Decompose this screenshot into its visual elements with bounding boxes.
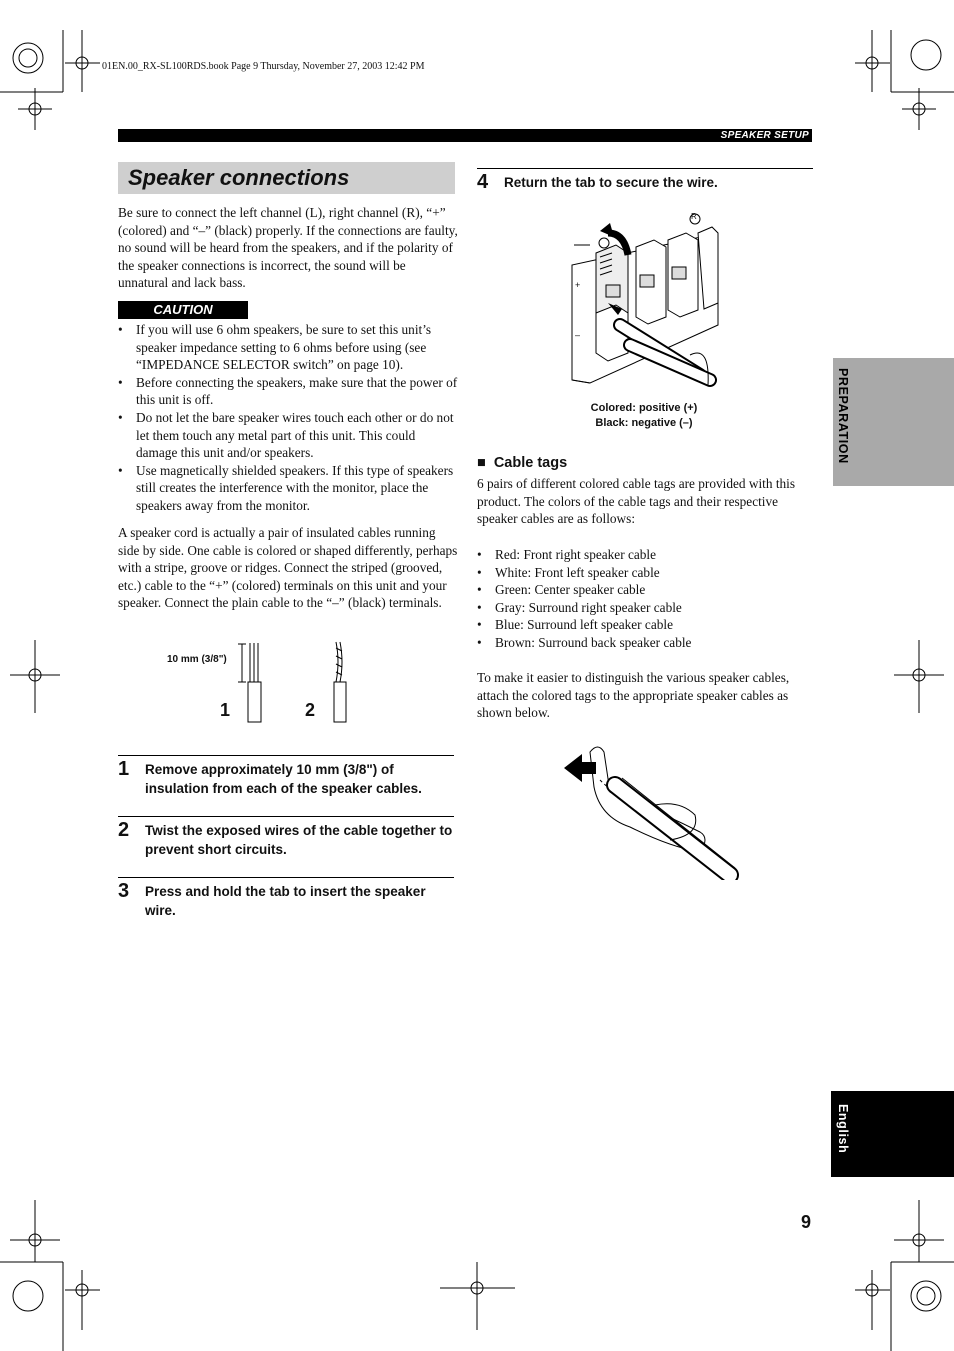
cable-tags-heading bbox=[477, 455, 567, 471]
cable-tag-item: • Blue: Surround left speaker cable bbox=[477, 616, 817, 634]
caution-item: • Do not let the bare speaker wires touch each other or do not let them touch any metal part of this unit. This could damage this unit and/or speakers. bbox=[118, 409, 458, 462]
step-divider bbox=[118, 816, 454, 817]
section-header: SPEAKER SETUP bbox=[720, 130, 809, 141]
square-bullet-icon: ■ bbox=[477, 455, 486, 471]
page-number: 9 bbox=[801, 1212, 812, 1232]
step-text: Return the tab to secure the wire. bbox=[504, 175, 718, 190]
step-number: 3 bbox=[118, 880, 130, 902]
caption-positive: Colored: positive (+) bbox=[590, 402, 698, 414]
wire-label-1: 1 bbox=[220, 700, 231, 720]
cable-tag-illustration bbox=[560, 740, 740, 880]
step-text: Press and hold the tab to insert the speaker wire. bbox=[145, 884, 426, 918]
wire-label-2: 2 bbox=[305, 700, 316, 720]
measure-label: 10 mm (3/8") bbox=[167, 654, 227, 665]
speaker-terminal-illustration bbox=[560, 205, 730, 395]
step-divider bbox=[118, 877, 454, 878]
caution-item: • If you will use 6 ohm speakers, be sure to set this unit’s speaker impedance setting to 6 ohms before using (see “IMPEDANCE SELECTOR switch” on page 10). bbox=[118, 321, 458, 374]
terminal-caption bbox=[560, 401, 728, 430]
file-info: 01EN.00_RX-SL100RDS.book Page 9 Thursday, November 27, 2003 12:42 PM bbox=[102, 61, 425, 72]
step-text: Twist the exposed wires of the cable together to prevent short circuits. bbox=[145, 823, 453, 857]
intro-paragraph: Be sure to connect the left channel (L), right channel (R), “+” (colored) and “–” (black) properly. If the connections are faulty, no sound will be heard from the speakers, and if the polarity of the speaker connections is incorrect, the sound will be unnatural and lack bass. bbox=[118, 205, 458, 291]
terminal-label-plus: + bbox=[575, 280, 581, 290]
caution-label: CAUTION bbox=[118, 301, 248, 319]
caption-negative: Black: negative (–) bbox=[595, 416, 693, 429]
cable-tag-item: • White: Front left speaker cable bbox=[477, 564, 817, 582]
cable-tag-item: • Red: Front right speaker cable bbox=[477, 546, 817, 564]
preparation-tab-label: PREPARATION bbox=[836, 368, 850, 464]
cable-tag-item: • Brown: Surround back speaker cable bbox=[477, 634, 817, 652]
cable-tags-intro: 6 pairs of different colored cable tags are provided with this product. The colors of the cable tags and their respective speaker cables are as follows: bbox=[477, 476, 796, 527]
cable-tags-list bbox=[477, 546, 817, 652]
step-text: Remove approximately 10 mm (3/8") of insulation from each of the speaker cables. bbox=[145, 762, 422, 796]
step-divider bbox=[118, 755, 454, 756]
step-number: 1 bbox=[118, 758, 130, 780]
page-title: Speaker connections bbox=[128, 165, 350, 190]
preparation-tab bbox=[833, 358, 954, 486]
caution-item: • Use magnetically shielded speakers. If this type of speakers still creates the interference with the monitor, place the speakers away from the monitor. bbox=[118, 462, 458, 515]
step-number: 2 bbox=[118, 819, 130, 841]
caution-item: • Before connecting the speakers, make sure that the power of this unit is off. bbox=[118, 374, 458, 409]
terminal-label-minus: – bbox=[575, 330, 581, 340]
header-bar bbox=[118, 129, 812, 142]
step-divider bbox=[477, 168, 813, 169]
wire-strip-illustration bbox=[236, 640, 356, 725]
cable-tag-item: • Green: Center speaker cable bbox=[477, 581, 817, 599]
terminal-label-r: R bbox=[691, 212, 697, 221]
english-tab-label: English bbox=[836, 1104, 850, 1154]
cable-tag-item: • Gray: Surround right speaker cable bbox=[477, 599, 817, 617]
caution-list bbox=[118, 321, 458, 515]
cable-tags-outro: To make it easier to distinguish the various speaker cables, attach the colored tags to the appropriate speaker cables as shown below. bbox=[477, 670, 790, 721]
step-number: 4 bbox=[477, 171, 489, 193]
cable-tags-heading-text: Cable tags bbox=[493, 455, 568, 471]
cord-paragraph: A speaker cord is actually a pair of insulated cables running side by side. One cable is colored or shaped differently, perhaps with a stripe, groove or ridges. Connect the striped (grooved, etc.) cable to the “+” (colored) terminals on this unit and your speaker. Connect the plain cable to the “–” (black) terminals. bbox=[118, 525, 458, 611]
